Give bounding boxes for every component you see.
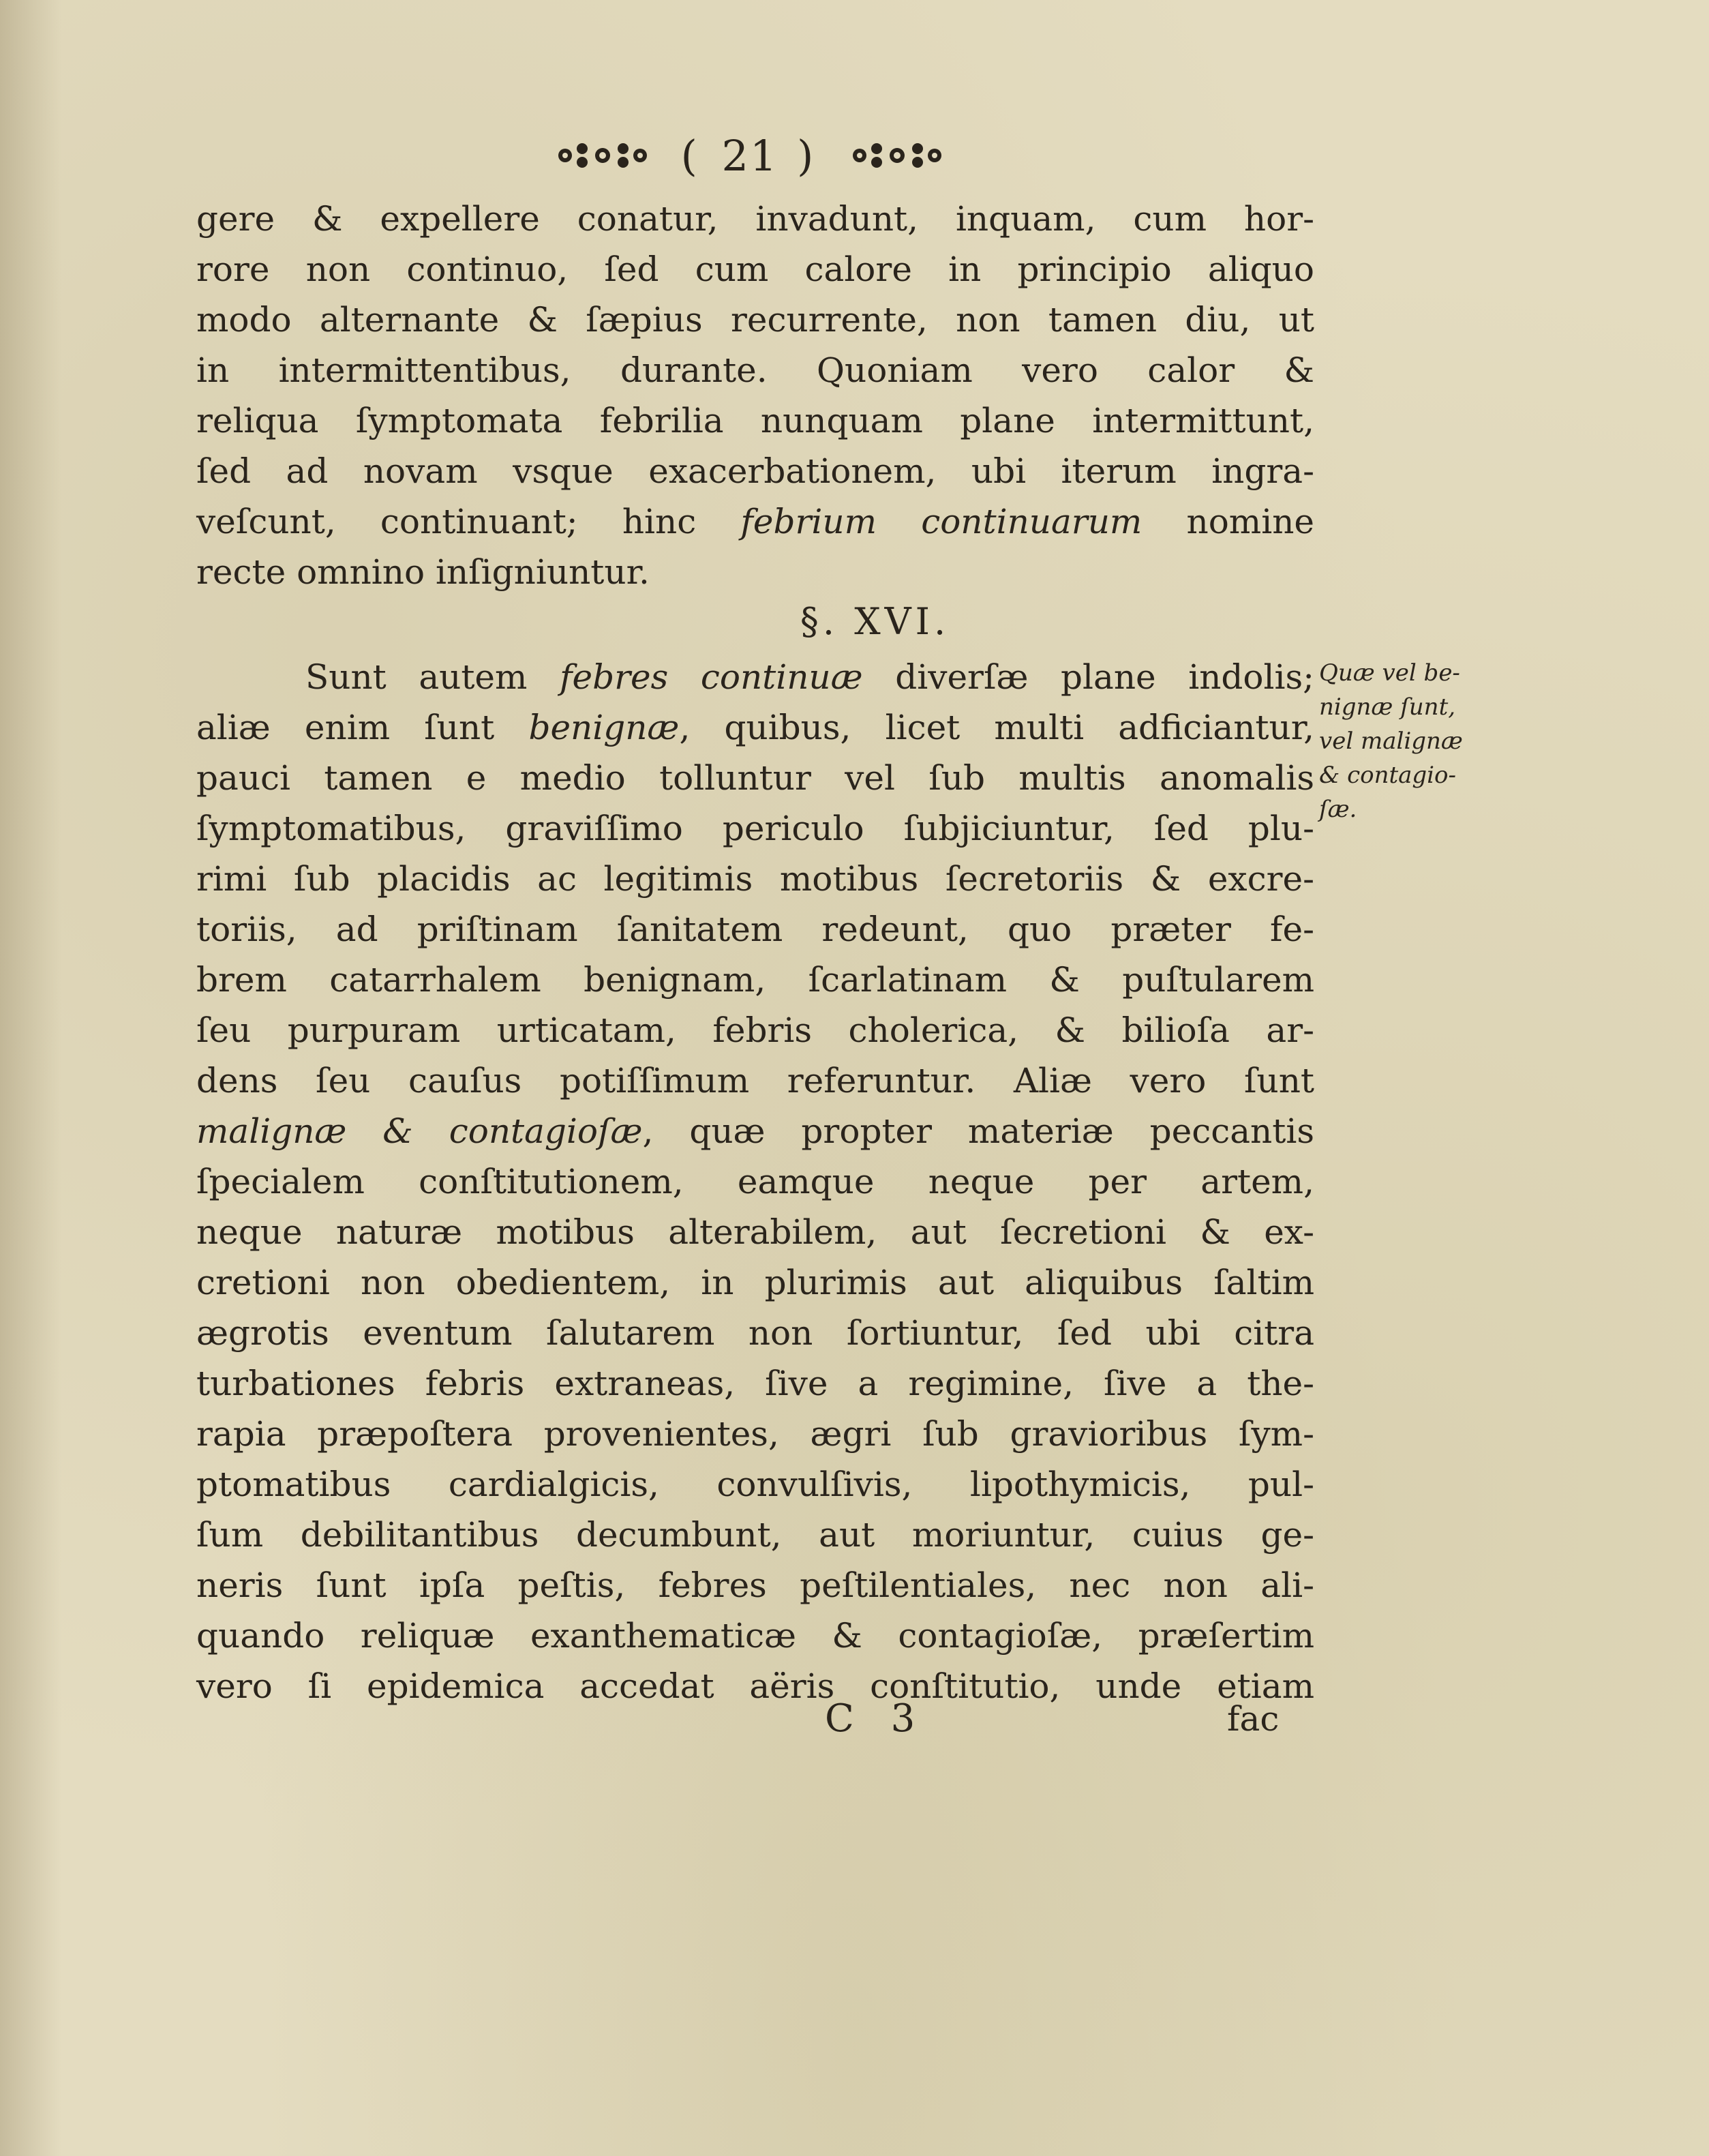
text-line: in intermittentibus, durante. Quoniam vero calor &: [196, 350, 1314, 390]
text-line: ægrotis eventum ſalutarem non ſortiuntur, ſed ubi citra: [196, 1313, 1314, 1353]
text-line: ſum debilitantibus decumbunt, aut moriuntur, cuius ge-: [196, 1515, 1314, 1555]
emphasis: febrium continuarum: [740, 502, 1143, 541]
text-line: ſeu purpuram urticatam, febris cholerica, & bilioſa ar-: [196, 1010, 1314, 1050]
section-heading: §. XVI.: [800, 600, 950, 643]
page-gutter-shadow: [0, 0, 61, 2156]
text-line: modo alternante & ſæpius recurrente, non tamen diu, ut: [196, 300, 1314, 340]
text-line: neris ſunt ipſa peſtis, febres peſtilentiales, nec non ali-: [196, 1566, 1314, 1605]
running-header: [504, 128, 995, 183]
marginal-note-line: vel malignæ: [1319, 728, 1463, 755]
text-line: recte omnino inſigniuntur.: [196, 552, 650, 592]
text-line: dens ſeu cauſus potiſſimum referuntur. Aliæ vero ſunt: [196, 1061, 1314, 1101]
text-line: ptomatibus cardialgicis, convulſivis, lipothymicis, pul-: [196, 1465, 1314, 1504]
text-line: rapia præpoſtera provenientes, ægri ſub gravioribus ſym-: [196, 1414, 1314, 1454]
marginal-note-line: nignæ ſunt,: [1319, 693, 1456, 721]
ornament-icon: [551, 135, 654, 176]
text-line: turbationes febris extraneas, ſive a regimine, ſive a the-: [196, 1364, 1314, 1403]
emphasis: benignæ: [528, 708, 680, 747]
text-line: rimi ſub placidis ac legitimis motibus ſecretoriis & excre-: [196, 859, 1314, 899]
text-line: pauci tamen e medio tolluntur vel ſub multis anomalis: [196, 758, 1314, 798]
text-line: quando reliquæ exanthematicæ & contagioſæ, præſertim: [196, 1616, 1314, 1656]
paragraph-continued: [196, 194, 1314, 597]
ornament-icon: [846, 135, 948, 176]
text-line: toriis, ad priſtinam ſanitatem redeunt, quo præter fe-: [196, 910, 1314, 949]
text-line: malignæ & contagioſæ, quæ propter materiæ peccantis: [196, 1111, 1314, 1151]
open-paren: (: [680, 130, 703, 181]
marginal-note-line: Quæ vel be-: [1319, 659, 1460, 687]
catchword: fac: [1227, 1699, 1280, 1739]
close-paren: ): [797, 130, 819, 181]
page-number-value: 21: [721, 130, 778, 181]
text-line: brem catarrhalem benignam, ſcarlatinam & puſtularem: [196, 960, 1314, 1000]
text-line: ſpecialem conſtitutionem, eamque neque per artem,: [196, 1162, 1314, 1201]
text-line: cretioni non obedientem, in plurimis aut aliquibus ſaltim: [196, 1263, 1314, 1302]
marginal-note-line: & contagio-: [1319, 762, 1457, 789]
text-line: gere & expellere conatur, invadunt, inquam, cum hor-: [196, 199, 1314, 239]
text-line: ſymptomatibus, graviſſimo periculo ſubjiciuntur, ſed plu-: [196, 809, 1314, 848]
marginal-note: [1319, 656, 1524, 826]
text-line: ſed ad novam vsque exacerbationem, ubi iterum ingra-: [196, 451, 1314, 491]
text-line: veſcunt, continuant; hinc febrium continuarum nomine: [196, 502, 1314, 541]
text-line: vero ſi epidemica accedat aëris conſtitutio, unde etiam: [196, 1666, 1314, 1706]
text-line: neque naturæ motibus alterabilem, aut ſecretioni & ex-: [196, 1212, 1314, 1252]
text-line: rore non continuo, ſed cum calore in principio aliquo: [196, 250, 1314, 289]
text-line: reliqua ſymptomata febrilia nunquam plane intermittunt,: [196, 401, 1314, 440]
emphasis: febres continuæ: [560, 657, 863, 697]
signature-mark: C 3: [825, 1696, 928, 1741]
text-line: aliæ enim ſunt benignæ, quibus, licet multi adficiantur,: [196, 708, 1315, 747]
page-number: [681, 131, 819, 181]
marginal-note-line: ſæ.: [1319, 796, 1357, 823]
paragraph-section-16: [196, 652, 1314, 1711]
text-line: Sunt autem febres continuæ diverſæ plane indolis;: [305, 657, 1314, 697]
emphasis: malignæ & contagioſæ: [196, 1111, 643, 1151]
